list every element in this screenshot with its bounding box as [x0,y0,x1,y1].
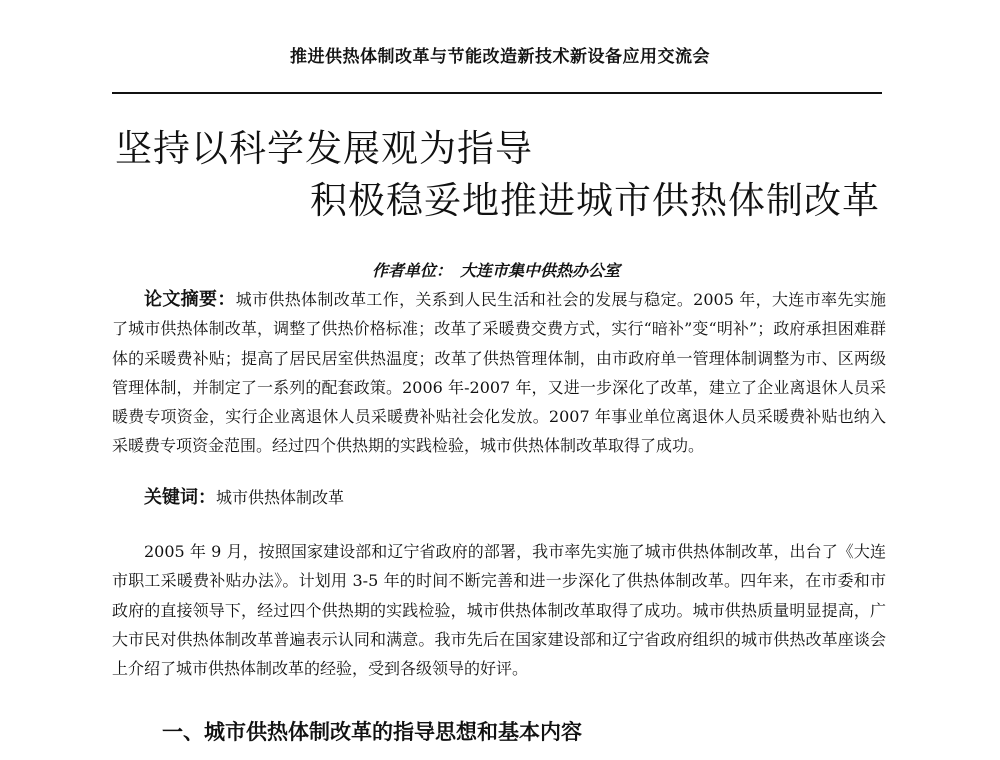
section-heading: 一、城市供热体制改革的指导思想和基本内容 [162,720,582,744]
abstract [112,285,886,461]
keywords-label: 关键词： [144,487,216,508]
running-header: 推进供热体制改革与节能改造新技术新设备应用交流会 [290,47,710,67]
keywords-text: 城市供热体制改革 [216,488,345,507]
abstract-label: 论文摘要： [144,289,236,310]
body-paragraph: 2005 年 9 月，按照国家建设部和辽宁省政府的部署，我市率先实施了城市供热体制改革，出台了《大连市职工采暖费补贴办法》。计划用 3-5 年的时间不断完善和进一步深化了供热体制改革。四年来，在市委和市政府的直接领导下，经过四个供热期的实践检验，城市供热体制改革取得了成功。城市供热质量明显提高，广大市民对供热体制改革普遍表示认同和满意。我市先后在国家建设部和辽宁省政府组织的城市供热改革座谈会上介绍了城市供热体制改革的经验，受到各级领导的好评。 [112,542,886,679]
header-divider [112,92,882,94]
author-label: 作者单位： [371,261,452,280]
paper-title-line-1: 坚持以科学发展观为指导 [115,127,533,170]
author-affiliation [0,258,1000,281]
paper-title-line-2: 积极稳妥地推进城市供热体制改革 [310,179,880,222]
keywords [112,483,886,512]
author-value: 大连市集中供热办公室 [460,261,621,280]
abstract-text: 城市供热体制改革工作，关系到人民生活和社会的发展与稳定。2005 年，大连市率先实施了城市供热体制改革，调整了供热价格标准；改革了采暖费交费方式，实行“暗补”变“明补”；政府承担困难群体的采暖费补贴；提高了居民居室供热温度；改革了供热管理体制，由市政府单一管理体制调整为市、区两级管理体制，并制定了一系列的配套政策。2006 年-2007 年，又进一步深化了改革，建立了企业离退休人员采暖费专项资金，实行企业离退休人员采暖费补贴社会化发放。2007 年事业单位离退休人员采暖费补贴也纳入采暖费专项资金范围。经过四个供热期的实践检验，城市供热体制改革取得了成功。 [112,290,887,456]
